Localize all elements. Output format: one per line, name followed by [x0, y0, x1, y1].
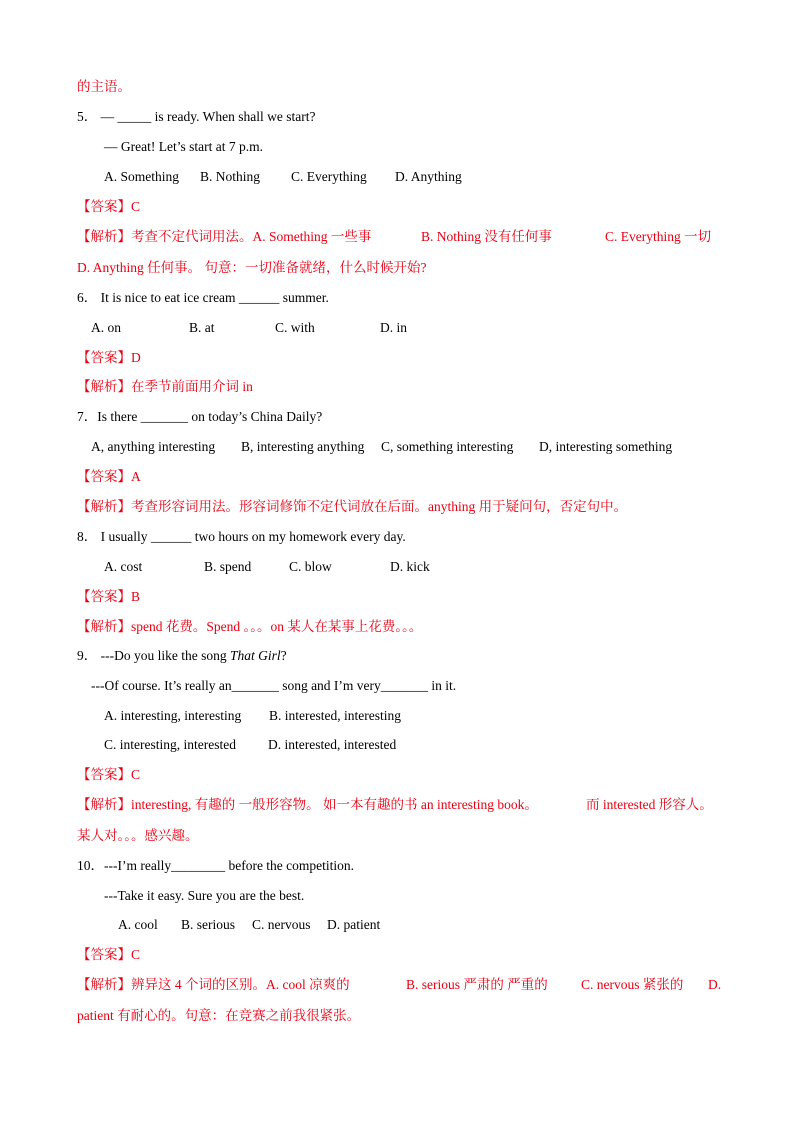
q8-answer: 【答案】B: [77, 589, 141, 604]
q9-stem-suffix: ?: [280, 648, 287, 663]
q10-reply: ---Take it easy. Sure you are the best.: [104, 888, 305, 903]
q7-option-b: B, interesting anything: [241, 439, 365, 454]
q6-stem: 6． It is nice to eat ice cream ______ summer.: [77, 290, 329, 305]
q9-analysis-part1: 【解析】interesting, 有趣的 一般形容物。 如一本有趣的书 an interesting book。: [77, 797, 538, 812]
q5-option-a: A. Something: [104, 169, 180, 184]
q9-option-b: B. interested, interesting: [269, 708, 401, 723]
q5-analysis-part3: C. Everything 一切: [605, 229, 712, 244]
q9-song-title: That Girl: [229, 648, 281, 663]
q10-option-a: A. cool: [118, 917, 158, 932]
q5-option-c: C. Everything: [291, 169, 367, 184]
q6-answer: 【答案】D: [77, 350, 141, 365]
q9-analysis-line2: 某人对。。。感兴趣。: [77, 828, 199, 843]
q6-option-c: C. with: [275, 320, 315, 335]
q8-option-d: D. kick: [390, 559, 430, 574]
q9-option-d: D. interested, interested: [268, 737, 397, 752]
q9-stem-prefix: 9． ---Do you like the song: [77, 648, 230, 663]
q10-analysis-part3: C. nervous 紧张的: [581, 977, 684, 992]
q6-option-d: D. in: [380, 320, 407, 335]
q7-answer: 【答案】A: [77, 469, 141, 484]
q7-option-c: C, something interesting: [381, 439, 514, 454]
q8-option-a: A. cost: [104, 559, 143, 574]
q9-analysis-part2: 而 interested 形容人。: [586, 797, 713, 812]
q10-analysis-part4: D.: [708, 977, 722, 992]
q6-option-a: A. on: [91, 320, 121, 335]
q10-analysis-line2: patient 有耐心的。句意：在竞赛之前我很紧张。: [77, 1008, 361, 1023]
q8-option-c: C. blow: [289, 559, 332, 574]
q10-analysis-part2: B. serious 严肃的 严重的: [406, 977, 548, 992]
q10-answer: 【答案】C: [77, 947, 141, 962]
q10-option-b: B. serious: [181, 917, 235, 932]
q9-reply: ---Of course. It’s really an_______ song and I’m very_______ in it.: [91, 678, 457, 693]
q5-reply: — Great! Let’s start at 7 p.m.: [104, 139, 263, 154]
q7-option-a: A, anything interesting: [91, 439, 216, 454]
q5-stem: 5． — _____ is ready. When shall we start?: [77, 109, 316, 124]
q6-analysis: 【解析】在季节前面用介词 in: [77, 379, 253, 394]
q5-option-d: D. Anything: [395, 169, 462, 184]
q5-analysis-part1: 【解析】考查不定代词用法。A. Something 一些事: [77, 229, 372, 244]
q5-option-b: B. Nothing: [200, 169, 261, 184]
q8-stem: 8． I usually ______ two hours on my homework every day.: [77, 529, 406, 544]
q5-analysis-line2: D. Anything 任何事。 句意：一切准备就绪，什么时候开始?: [77, 260, 427, 275]
q5-analysis-part2: B. Nothing 没有任何事: [421, 229, 552, 244]
q9-stem: [77, 647, 287, 665]
q7-stem: 7．Is there _______ on today’s China Daily?: [77, 409, 323, 424]
q5-answer: 【答案】C: [77, 199, 141, 214]
q10-option-d: D. patient: [327, 917, 381, 932]
q6-option-b: B. at: [189, 320, 215, 335]
q9-option-c: C. interesting, interested: [104, 737, 236, 752]
q7-analysis: 【解析】考查形容词用法。形容词修饰不定代词放在后面。anything 用于疑问句，否定句中。: [77, 499, 628, 514]
q10-option-c: C. nervous: [252, 917, 311, 932]
q7-option-d: D, interesting something: [539, 439, 673, 454]
q10-stem: 10．---I’m really________ before the competition.: [77, 858, 355, 873]
q10-analysis-part1: 【解析】辨异这 4 个词的区别。A. cool 凉爽的: [77, 977, 350, 992]
q9-option-a: A. interesting, interesting: [104, 708, 242, 723]
intro-tail-text: 的主语。: [77, 79, 131, 94]
q8-analysis: 【解析】spend 花费。Spend 。。。on 某人在某事上花费。。。: [77, 619, 423, 634]
q9-answer: 【答案】C: [77, 767, 141, 782]
q8-option-b: B. spend: [204, 559, 252, 574]
